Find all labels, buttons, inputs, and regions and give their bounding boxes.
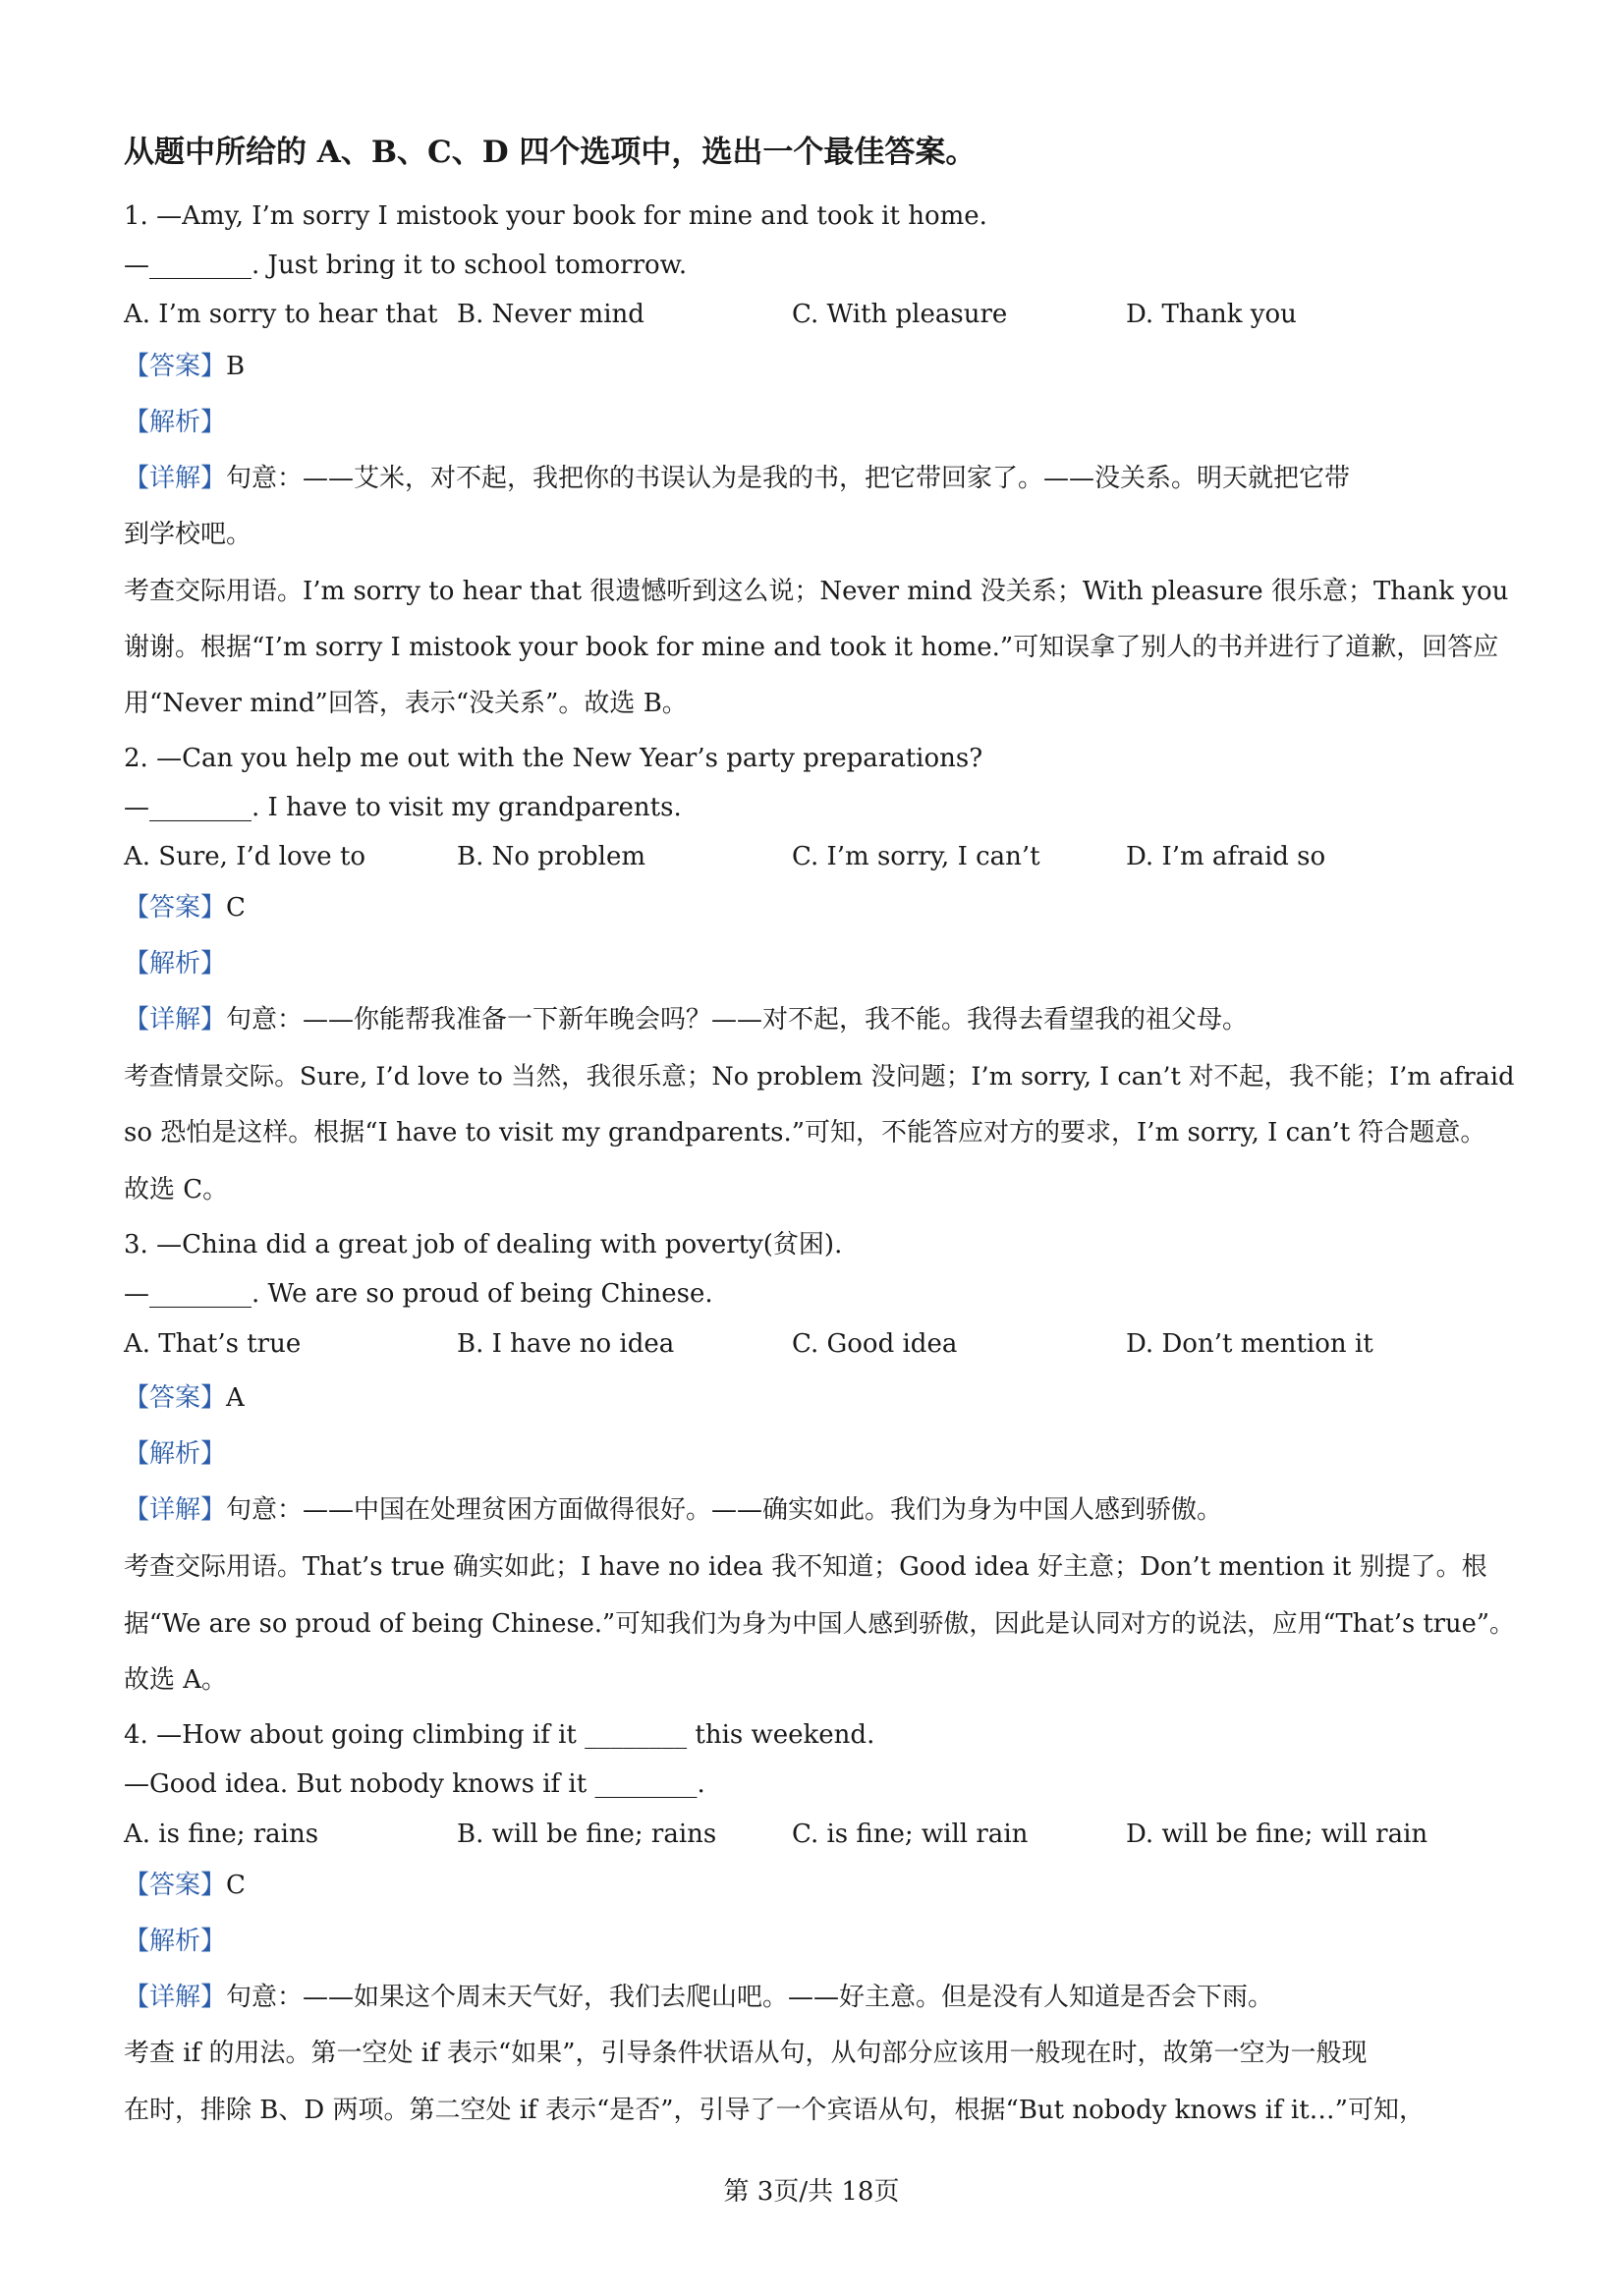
question-1-detail-line-3: 考查交际用语。I’m sorry to hear that 很遗憾听到这么说；Never mind 没关系；With pleasure 很乐意；Thank you (124, 577, 1509, 606)
question-1-answer (124, 350, 245, 383)
question-4-option-b: B. will be fine; rains (457, 1820, 717, 1849)
detail-text: 句意：——你能帮我准备一下新年晚会吗？——对不起，我不能。我得去看望我的祖父母。 (226, 1005, 1249, 1035)
question-1-option-a: A. I’m sorry to hear that (124, 300, 438, 329)
question-3-detail-line-4: 故选 A。 (124, 1665, 228, 1695)
answer-value: C (226, 1871, 246, 1900)
question-4-option-d: D. will be fine; will rain (1126, 1820, 1428, 1849)
question-4-option-c: C. is fine; will rain (792, 1820, 1029, 1849)
question-2-option-d: D. I’m afraid so (1126, 842, 1326, 871)
page-footer: 第 3页/共 18页 (723, 2177, 900, 2207)
question-3-answer (124, 1381, 245, 1415)
question-2-reply: —________. I have to visit my grandparents. (124, 793, 682, 822)
answer-tag: 【答案】 (124, 352, 227, 381)
detail-text: 句意：——中国在处理贫困方面做得很好。——确实如此。我们为身为中国人感到骄傲。 (226, 1495, 1223, 1525)
question-2-option-b: B. No problem (457, 842, 646, 871)
question-3-detail-line-3: 据“We are so proud of being Chinese.”可知我们为身为中国人感到骄傲，因此是认同对方的说法，应用“That’s true”。 (124, 1609, 1515, 1639)
detail-tag: 【详解】 (124, 1983, 227, 2012)
question-4-answer (124, 1869, 246, 1902)
question-1-option-b: B. Never mind (457, 300, 644, 329)
question-2-detail-line-1 (124, 1003, 1248, 1036)
detail-text: 句意：——艾米，对不起，我把你的书误认为是我的书，把它带回家了。——没关系。明天就把它带 (226, 464, 1351, 493)
answer-value: C (226, 893, 246, 923)
question-1-analysis-tag: 【解析】 (124, 408, 227, 437)
question-3-option-b: B. I have no idea (457, 1329, 675, 1359)
question-2-option-a: A. Sure, I’d love to (124, 842, 366, 871)
question-2-analysis-tag: 【解析】 (124, 949, 227, 979)
question-2-detail-line-4: 故选 C。 (124, 1175, 229, 1204)
detail-tag: 【详解】 (124, 464, 227, 493)
question-1-detail-line-5: 用“Never mind”回答，表示“没关系”。故选 B。 (124, 689, 688, 718)
question-2-stem: 2. —Can you help me out with the New Year’s party preparations? (124, 744, 983, 773)
question-3-option-d: D. Don’t mention it (1126, 1329, 1373, 1359)
question-2-detail-line-3: so 恐怕是这样。根据“I have to visit my grandparents.”可知，不能答应对方的要求，I’m sorry, I can’t 符合题意。 (124, 1118, 1486, 1148)
question-1-option-c: C. With pleasure (792, 300, 1008, 329)
question-2-detail-line-2: 考查情景交际。Sure, I’d love to 当然，我很乐意；No problem 没问题；I’m sorry, I can’t 对不起，我不能；I’m afraid (124, 1062, 1515, 1092)
question-4-reply: —Good idea. But nobody knows if it ________. (124, 1769, 705, 1799)
question-1-detail-line-1 (124, 462, 1350, 495)
question-3-reply: —________. We are so proud of being Chinese. (124, 1279, 713, 1309)
detail-text: 句意：——如果这个周末天气好，我们去爬山吧。——好主意。但是没有人知道是否会下雨。 (226, 1983, 1274, 2012)
answer-value: B (226, 352, 246, 381)
question-3-analysis-tag: 【解析】 (124, 1439, 227, 1469)
answer-value: A (226, 1383, 245, 1413)
question-3-option-a: A. That’s true (124, 1329, 302, 1359)
question-1-detail-line-4: 谢谢。根据“I’m sorry I mistook your book for mine and took it home.”可知误拿了别人的书并进行了道歉，回答应 (124, 633, 1499, 662)
question-3-stem: 3. —China did a great job of dealing with poverty(贫困). (124, 1230, 843, 1260)
question-3-detail-line-1 (124, 1493, 1222, 1527)
question-1-stem: 1. —Amy, I’m sorry I mistook your book for mine and took it home. (124, 201, 987, 231)
question-3-option-c: C. Good idea (792, 1329, 958, 1359)
question-1-option-d: D. Thank you (1126, 300, 1297, 329)
question-4-analysis-tag: 【解析】 (124, 1927, 227, 1956)
detail-tag: 【详解】 (124, 1495, 227, 1525)
detail-tag: 【详解】 (124, 1005, 227, 1035)
question-2-option-c: C. I’m sorry, I can’t (792, 842, 1040, 871)
answer-tag: 【答案】 (124, 893, 227, 923)
question-4-detail-line-2: 考查 if 的用法。第一空处 if 表示“如果”，引导条件状语从句，从句部分应该用一般现在时，故第一空为一般现 (124, 2039, 1368, 2068)
question-4-option-a: A. is fine; rains (124, 1820, 319, 1849)
answer-tag: 【答案】 (124, 1871, 227, 1900)
question-4-detail-line-3: 在时，排除 B、D 两项。第二空处 if 表示“是否”，引导了一个宾语从句，根据“But nobody knows if it…”可知， (124, 2096, 1425, 2125)
question-2-answer (124, 891, 246, 924)
section-heading: 从题中所给的 A、B、C、D 四个选项中，选出一个最佳答案。 (124, 135, 977, 170)
question-1-detail-line-2: 到学校吧。 (124, 520, 252, 549)
question-3-detail-line-2: 考查交际用语。That’s true 确实如此；I have no idea 我不知道；Good idea 好主意；Don’t mention it 别提了。根 (124, 1552, 1487, 1582)
question-4-stem: 4. —How about going climbing if it ________ this weekend. (124, 1720, 875, 1750)
question-4-detail-line-1 (124, 1981, 1273, 2014)
question-1-reply: —________. Just bring it to school tomorrow. (124, 251, 688, 280)
answer-tag: 【答案】 (124, 1383, 227, 1413)
